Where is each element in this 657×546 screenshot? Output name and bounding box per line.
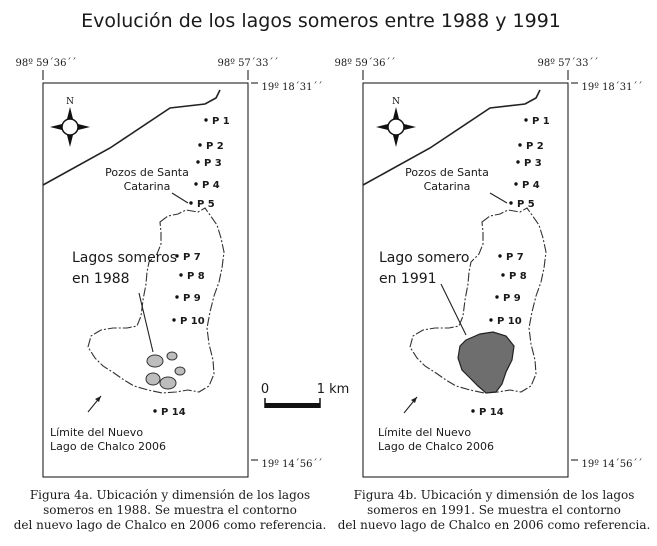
well-label: P 8 [509,271,527,282]
lakes-label: en 1988 [72,271,130,287]
caption-line: del nuevo lago de Chalco en 2006 como referencia. [337,518,651,532]
shallow-lakes-1988 [146,352,185,389]
caption-line: Figura 4b. Ubicación y dimensión de los lagos [353,488,635,502]
longitude-left-label: 98º 59´36´´ [15,58,77,69]
pozos-label: Pozos de Santa [405,166,489,179]
well-label: P 1 [212,116,230,127]
longitude-right-label: 98º 57´33´´ [537,58,599,69]
well-label: P 4 [202,180,220,191]
well-label: P 4 [522,180,540,191]
well-label: P 9 [183,293,201,304]
scale-bar [261,382,349,408]
latitude-bottom-label: 19º 14´56´´ [261,459,323,470]
pozos-label: Pozos de Santa [105,166,189,179]
scale-bar-fill [265,403,320,408]
well-label: P 3 [204,158,222,169]
well-label: P 9 [503,293,521,304]
well-label: P 7 [506,252,524,263]
well-label: P 10 [497,316,522,327]
pointer-line [172,193,188,203]
longitude-right-label: 98º 57´33´´ [217,58,279,69]
pointer-line [490,193,507,203]
well-label: P 5 [197,199,215,210]
shallow-lake [167,352,177,360]
scale-km-label: 1 km [316,382,350,397]
shallow-lake [147,355,163,367]
figure-title: Evolución de los lagos someros entre 1988 y 1991 [81,10,561,32]
caption-line: Figura 4a. Ubicación y dimensión de los lagos [29,488,311,502]
caption-4a [14,488,327,532]
latitude-top-label: 19º 18´31´´ [261,82,323,93]
scale-zero-label: 0 [260,382,270,397]
north-arrow-icon [376,97,416,147]
shallow-lake [175,367,185,375]
caption-line: del nuevo lago de Chalco en 2006 como referencia. [13,518,327,532]
caption-line: someros en 1991. Se muestra el contorno [367,503,621,517]
well-label: P 7 [183,252,201,263]
limit-label: Límite del Nuevo [50,426,144,439]
well-label: P 1 [532,116,550,127]
arrowhead-icon [411,397,417,403]
latitude-bottom-label: 19º 14´56´´ [581,459,643,470]
pozos-label: Catarina [123,180,171,193]
map-1988 [15,58,349,477]
well-label: P 2 [206,141,224,152]
limit-label: Lago de Chalco 2006 [378,440,495,453]
lakes-label: Lagos someros [72,250,177,266]
latitude-top-label: 19º 18´31´´ [581,82,643,93]
shallow-lake [146,373,160,385]
well-markers [153,116,230,418]
limit-label: Límite del Nuevo [378,426,472,439]
lake-label: en 1991 [379,271,437,287]
lake-label: Lago somero [379,250,470,266]
north-letter: N [392,97,400,107]
well-label: P 10 [180,316,205,327]
well-label: P 14 [479,407,504,418]
north-letter: N [66,97,74,107]
well-label: P 2 [526,141,544,152]
map-1991 [334,58,642,477]
well-label: P 14 [161,407,186,418]
shallow-lake-1991 [458,332,514,393]
shallow-lake [160,377,176,389]
north-arrow-icon [50,97,90,147]
caption-4b [338,488,651,532]
limit-label: Lago de Chalco 2006 [50,440,167,453]
well-label: P 8 [187,271,205,282]
longitude-left-label: 98º 59´36´´ [334,58,396,69]
pointer-line [139,293,153,352]
well-label: P 5 [517,199,535,210]
arrowhead-icon [95,396,101,402]
pozos-label: Catarina [423,180,471,193]
well-label: P 3 [524,158,542,169]
caption-line: someros en 1988. Se muestra el contorno [43,503,297,517]
